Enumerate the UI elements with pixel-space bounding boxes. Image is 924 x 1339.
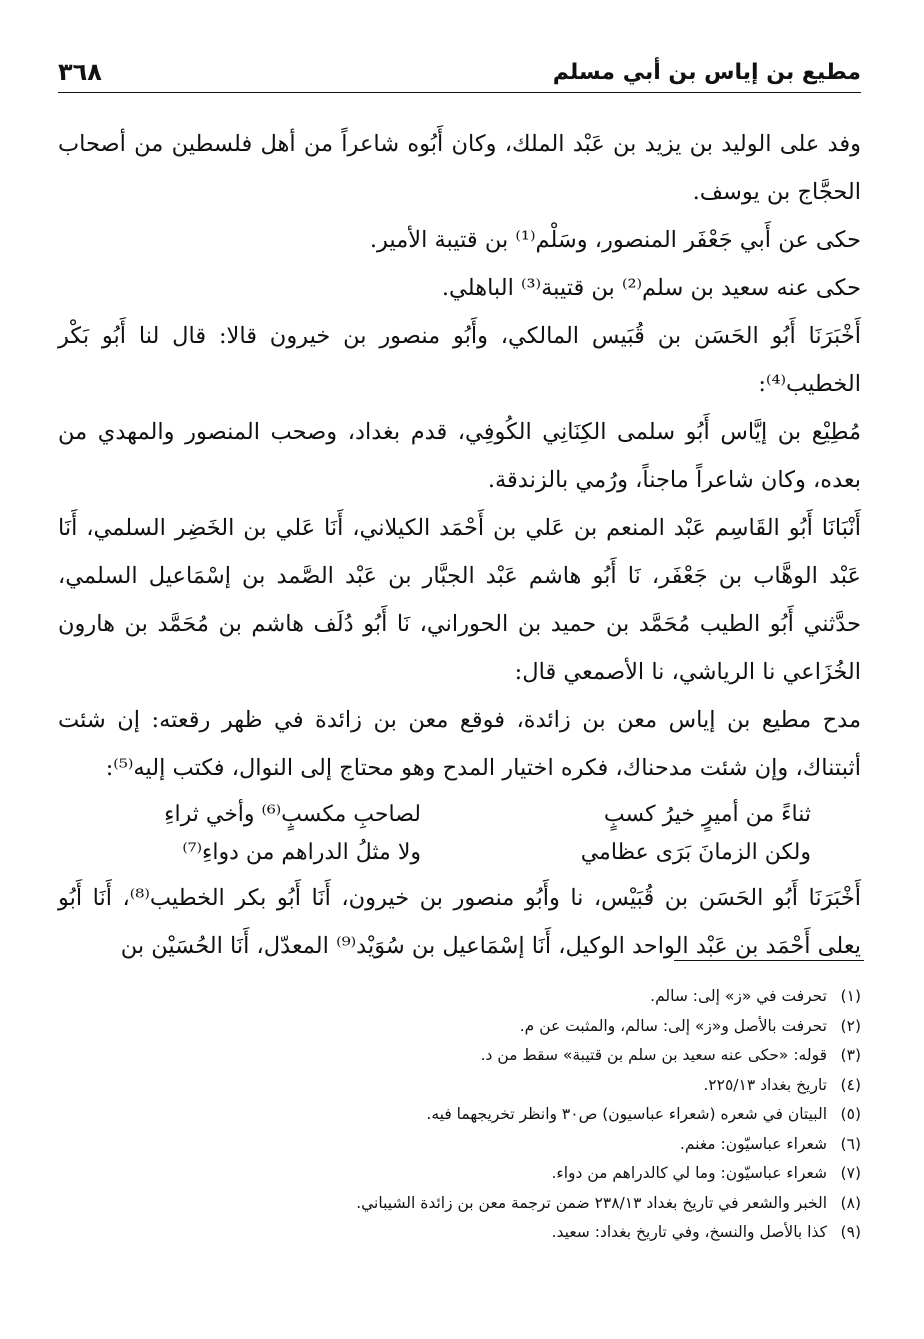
footnote (58, 1071, 861, 1101)
paragraph-2: حكى عن أَبي جَعْفَر المنصور، وسَلْم⁽¹⁾ بن قتيبة الأمير. (369, 227, 861, 253)
page-number: ٣٦٨ (58, 58, 102, 86)
verse-hemistich: لصاحبِ مكسبٍ⁽⁶⁾ وأخي ثراءِ (164, 802, 421, 827)
footnote (58, 1012, 861, 1042)
footnote-text: تحرفت في «ز» إلى: سالم. (650, 987, 827, 1005)
footnote (58, 1041, 861, 1071)
verse-hemistich: ولكن الزمانَ بَرَى عظامي (580, 840, 811, 865)
paragraph-6: أَنْبَانَا أَبُو القَاسِم عَبْد المنعم بن عَلي بن أَحْمَد الكيلاني، أَنَا عَلي بن الخَضِر السلمي، أَنَا عَبْد الوهَّاب بن جَعْفَر، نَا أَبُو هاشم عَبْد الجبَّار بن عَبْد الصَّمد بن إسْمَاعيل السلمي، حدَّثني أَبُو الطيب مُحَمَّد بن حميد بن الحوراني، نَا أَبُو دُلَف هاشم بن مُحَمَّد بن هارون الخُزَاعي نا الرياشي، نا الأصمعي قال: (58, 515, 861, 685)
footnote-number: (٨) (840, 1193, 861, 1212)
footnotes (58, 982, 861, 1248)
footnote (58, 1189, 861, 1219)
footnote-number: (٢) (840, 1016, 861, 1035)
paragraph-3: حكى عنه سعيد بن سلم⁽²⁾ بن قتيبة⁽³⁾ الباهلي. (441, 275, 861, 301)
footnote-text: شعراء عباسيّون: وما لي كالدراهم من دواء. (551, 1164, 827, 1182)
poem (58, 796, 861, 872)
page-header (58, 52, 861, 93)
footnote (58, 1100, 861, 1130)
paragraph-1: وفد على الوليد بن يزيد بن عَبْد الملك، وكان أَبُوه شاعراً من أهل فلسطين من أصحاب الحجَّاج بن يوسف. (58, 131, 861, 205)
footnote-number: (٩) (840, 1223, 861, 1241)
footnote (58, 1218, 861, 1248)
paragraph-5: مُطِيْع بن إيَّاس أَبُو سلمى الكِنَانِي الكُوفِي، قدم بغداد، وصحب المنصور والمهدي من بعده، وكان شاعراً ماجناً، ورُمي بالزندقة. (58, 419, 861, 493)
paragraph-4: أَخْبَرَنَا أَبُو الحَسَن بن قُبَيس المالكي، وأَبُو منصور بن خيرون قالا: قال لنا أَبُو بَكْر الخطيب⁽⁴⁾: (58, 323, 861, 397)
footnote-text: شعراء عباسيّون: مغنم. (679, 1134, 827, 1153)
footnote (58, 1130, 861, 1160)
footnote-text: تاريخ بغداد ٢٢٥/١٣. (703, 1075, 827, 1094)
footnote (58, 1159, 861, 1189)
footnote-number: (١) (840, 987, 861, 1005)
footnote-text: البيتان في شعره (شعراء عباسيون) ص٣٠ وانظر تخريجهما فيه. (426, 1105, 827, 1123)
verse-hemistich: ثناءً من أميرٍ خيرُ كسبٍ (603, 802, 811, 827)
footnote-number: (٦) (840, 1134, 861, 1153)
footnote-text: قوله: «حكى عنه سعيد بن سلم بن قتيبة» سقط من د. (480, 1046, 827, 1064)
footnote-separator (674, 960, 864, 961)
footnote (58, 982, 861, 1012)
footnote-number: (٧) (840, 1164, 861, 1182)
footnote-number: (٤) (840, 1075, 861, 1094)
verse-hemistich: ولا مثلُ الدراهم من دواءِ⁽⁷⁾ (182, 840, 421, 865)
main-text (58, 120, 861, 970)
footnote-text: الخبر والشعر في تاريخ بغداد ٢٣٨/١٣ ضمن ترجمة معن بن زائدة الشيباني. (356, 1193, 827, 1212)
paragraph-8: أَخْبَرَنَا أَبُو الحَسَن بن قُبَيْس، نا وأَبُو منصور بن خيرون، أَنَا أَبُو بكر الخطيب⁽⁸⁾، أَنَا أَبُو يعلى أَحْمَد بن عَبْد الواحد الوكيل، أَنَا إسْمَاعيل بن سُوَيْد⁽⁹⁾ المعدّل، أَنَا الحُسَيْن بن (58, 885, 861, 959)
footnote-text: كذا بالأصل والنسخ، وفي تاريخ بغداد: سعيد. (551, 1223, 827, 1241)
running-title: مطيع بن إياس بن أبي مسلم (552, 59, 861, 85)
footnote-number: (٥) (840, 1105, 861, 1123)
verse-line (58, 796, 861, 834)
footnote-number: (٣) (840, 1046, 861, 1064)
verse-line (58, 834, 861, 872)
footnote-text: تحرفت بالأصل و«ز» إلى: سالم، والمثبت عن م. (519, 1016, 827, 1035)
paragraph-7: مدح مطيع بن إياس معن بن زائدة، فوقع معن بن زائدة في ظهر رقعته: إن شئت أثبتناك، وإن شئت مدحناك، فكره اختيار المدح وهو محتاج إلى النوال، فكتب إليه⁽⁵⁾: (58, 707, 861, 781)
